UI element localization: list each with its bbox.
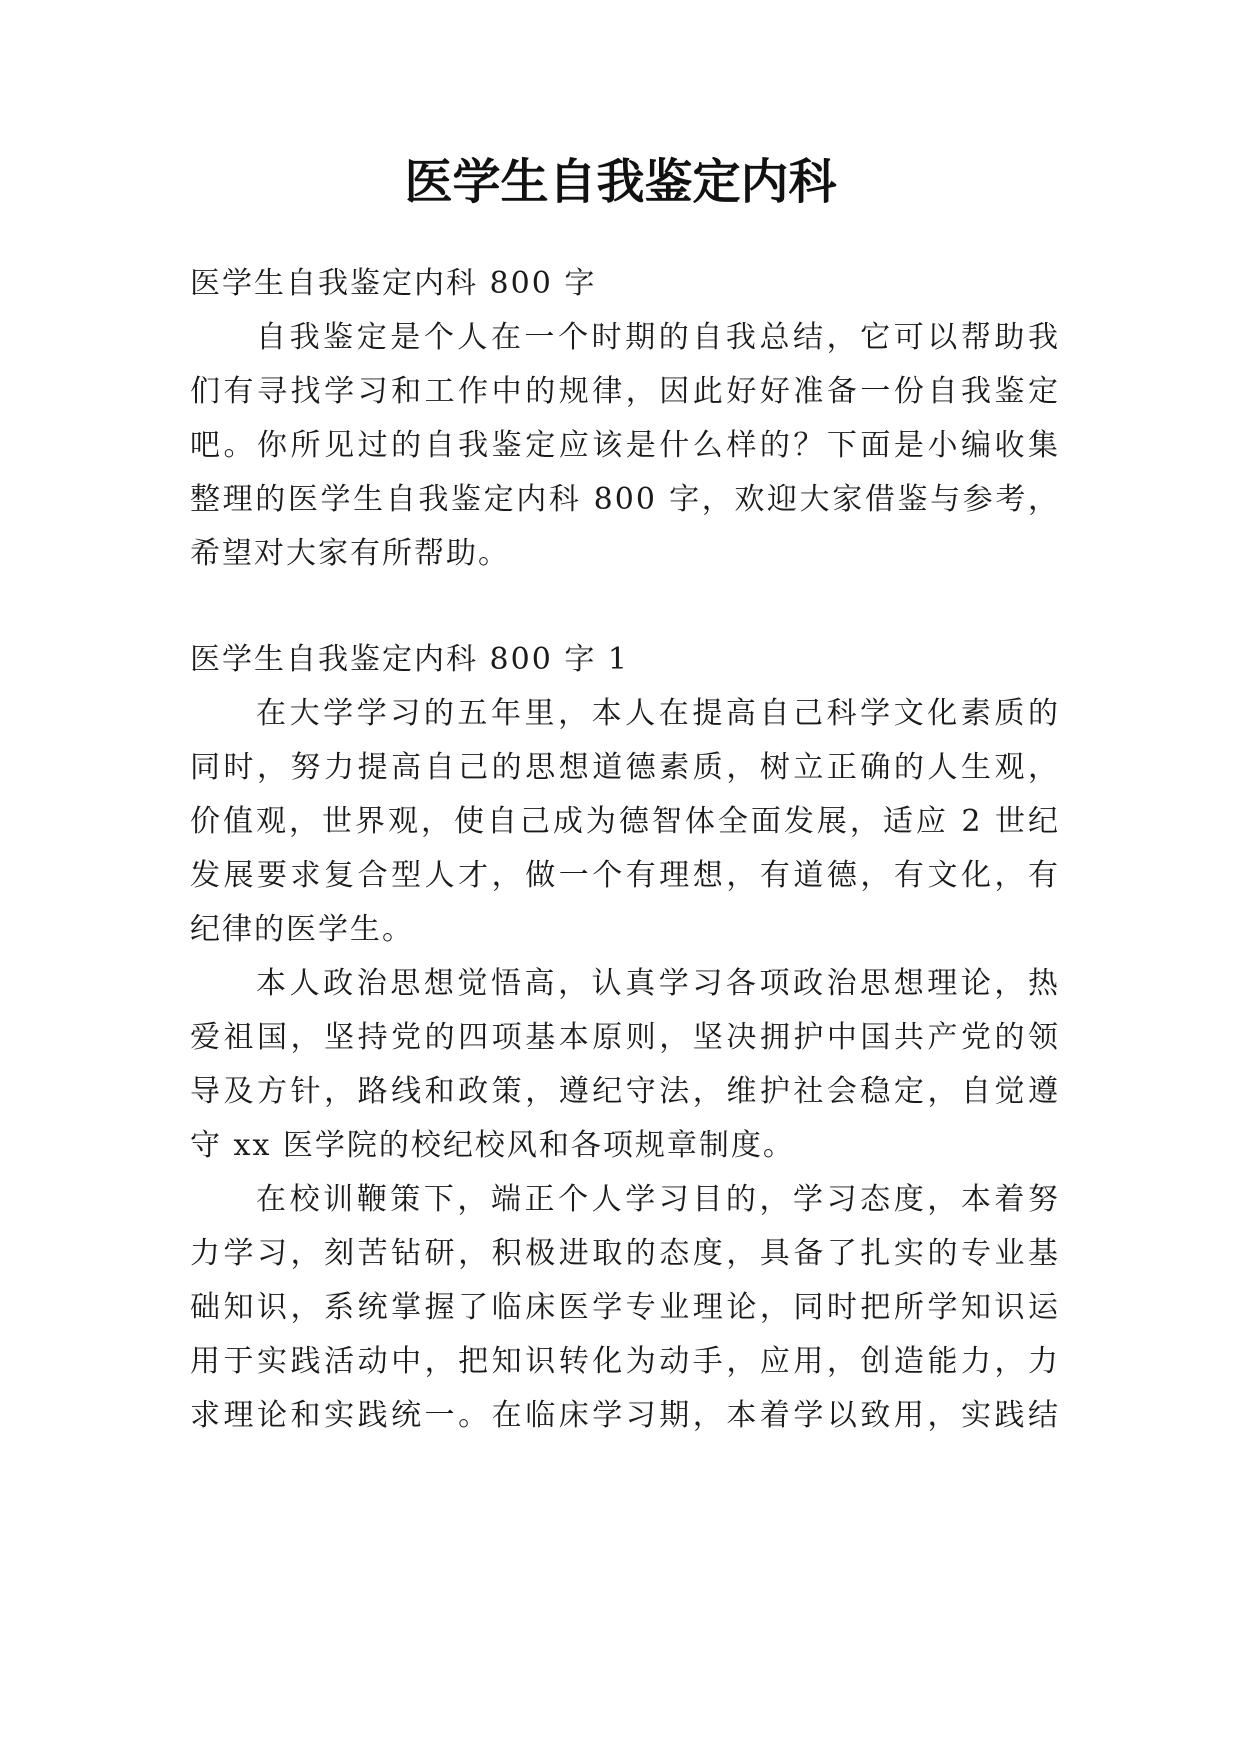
section-heading: 医学生自我鉴定内科 800 字 1 [190, 642, 629, 677]
paragraph-line: 同时，努力提高自己的思想道德素质，树立正确的人生观， [190, 750, 1060, 785]
paragraph-line: 在大学学习的五年里，本人在提高自己科学文化素质的 [256, 696, 1060, 731]
paragraph-line: 力学习，刻苦钻研，积极进取的态度，具备了扎实的专业基 [190, 1236, 1060, 1271]
intro-line: 吧。你所见过的自我鉴定应该是什么样的？下面是小编收集 [190, 428, 1060, 463]
paragraph-line: 纪律的医学生。 [190, 912, 414, 947]
paragraph-line: 用于实践活动中，把知识转化为动手，应用，创造能力，力 [190, 1344, 1060, 1379]
paragraph-line: 在校训鞭策下，端正个人学习目的，学习态度，本着努 [256, 1182, 1060, 1217]
paragraph-line: 础知识，系统掌握了临床医学专业理论，同时把所学知识运 [190, 1290, 1060, 1325]
paragraph-line: 导及方针，路线和政策，遵纪守法，维护社会稳定，自觉遵 [190, 1074, 1060, 1109]
paragraph-line: 本人政治思想觉悟高，认真学习各项政治思想理论，热 [256, 966, 1060, 1001]
intro-line: 希望对大家有所帮助。 [190, 536, 510, 571]
paragraph-line: 求理论和实践统一。在临床学习期，本着学以致用，实践结 [190, 1398, 1060, 1433]
paragraph-line: 守 xx 医学院的校纪校风和各项规章制度。 [190, 1128, 795, 1163]
intro-line: 们有寻找学习和工作中的规律，因此好好准备一份自我鉴定 [190, 374, 1060, 409]
document-title: 医学生自我鉴定内科 [404, 154, 837, 210]
paragraph-line: 爱祖国，坚持党的四项基本原则，坚决拥护中国共产党的领 [190, 1020, 1060, 1055]
paragraph-line: 价值观，世界观，使自己成为德智体全面发展，适应 2 世纪 [190, 804, 1060, 839]
intro-line: 自我鉴定是个人在一个时期的自我总结，它可以帮助我 [256, 320, 1060, 355]
document-subtitle: 医学生自我鉴定内科 800 字 [190, 266, 597, 301]
paragraph-line: 发展要求复合型人才，做一个有理想，有道德，有文化，有 [190, 858, 1060, 893]
intro-line: 整理的医学生自我鉴定内科 800 字，欢迎大家借鉴与参考， [190, 482, 1060, 517]
